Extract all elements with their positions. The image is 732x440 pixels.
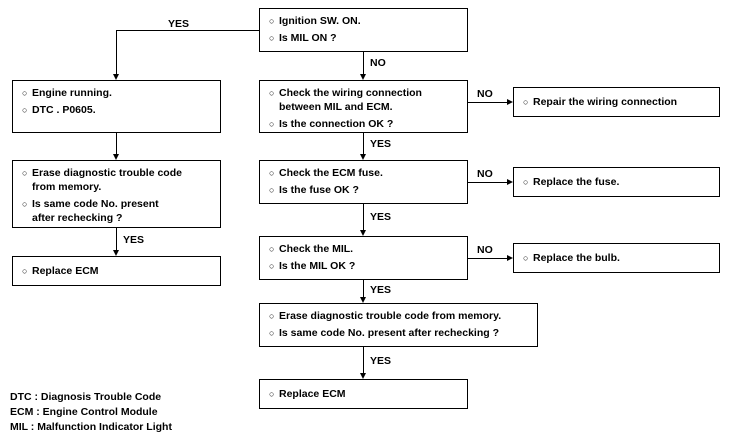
node-erase-dtc-left: [12, 160, 221, 228]
node-line: [269, 100, 460, 114]
legend-item-dtc: DTC : Diagnosis Trouble Code: [10, 391, 162, 403]
node-line: [269, 183, 460, 197]
node-text: Is same code No. present: [32, 198, 159, 210]
node-line: [523, 175, 619, 189]
node-line: [269, 166, 460, 180]
node-text: Engine running.: [32, 87, 112, 99]
label-yes-erase-right: YES: [370, 355, 392, 367]
connector-wiring-yes: [363, 133, 364, 154]
label-yes-wiring: YES: [370, 138, 392, 150]
connector-mil-yes: [363, 280, 364, 297]
bullet-icon: ○: [269, 244, 275, 254]
label-yes-erase-left: YES: [123, 234, 145, 246]
legend-item-ecm: ECM : Engine Control Module: [10, 406, 158, 418]
connector-mil-no: [468, 258, 507, 259]
node-text: Replace the bulb.: [533, 252, 620, 264]
arrowhead-check-wiring: [360, 74, 366, 80]
arrowhead-replace-ecm-left: [113, 250, 119, 256]
arrowhead-erase-dtc-right: [360, 297, 366, 303]
node-text: Replace the fuse.: [533, 176, 620, 188]
bullet-icon: ○: [269, 33, 275, 43]
node-text: DTC . P0605.: [32, 104, 96, 116]
connector-start-yes-v: [116, 30, 117, 74]
node-line: [269, 242, 460, 256]
node-erase-dtc-right: [259, 303, 538, 347]
node-text: Erase diagnostic trouble code: [32, 167, 182, 179]
bullet-icon: ○: [523, 253, 529, 263]
bullet-icon: ○: [22, 88, 28, 98]
arrowhead-repair-wiring: [507, 99, 513, 105]
bullet-icon: ○: [22, 199, 28, 209]
node-text: Is same code No. present after rechecking ?: [279, 327, 499, 339]
node-text: Is the connection OK ?: [279, 118, 394, 130]
bullet-icon: ○: [269, 119, 275, 129]
bullet-icon: ○: [22, 105, 28, 115]
node-line: [22, 264, 99, 278]
label-yes-fuse: YES: [370, 211, 392, 223]
connector-erase-left-yes: [116, 228, 117, 250]
connector-erase-right-yes: [363, 347, 364, 373]
arrowhead-replace-bulb: [507, 255, 513, 261]
bullet-icon: ○: [269, 328, 275, 338]
node-engine-running: [12, 80, 221, 133]
node-text: from memory.: [32, 181, 102, 193]
node-line: [22, 103, 213, 117]
bullet-icon: ○: [269, 185, 275, 195]
node-text: Is MIL ON ?: [279, 32, 337, 44]
connector-fuse-no: [468, 182, 507, 183]
node-line: [22, 166, 213, 180]
node-line: [269, 326, 530, 340]
node-check-fuse: [259, 160, 468, 204]
label-no-wiring: NO: [477, 88, 493, 100]
bullet-icon: ○: [22, 168, 28, 178]
node-text: between MIL and ECM.: [279, 101, 393, 113]
bullet-icon: ○: [22, 266, 28, 276]
node-start: [259, 8, 468, 52]
bullet-icon: ○: [269, 16, 275, 26]
node-replace-ecm-left: [12, 256, 221, 286]
node-text: Is the MIL OK ?: [279, 260, 356, 272]
node-check-mil: [259, 236, 468, 280]
node-line: [269, 387, 346, 401]
node-replace-ecm-right: [259, 379, 468, 409]
label-yes-mil: YES: [370, 284, 392, 296]
node-check-wiring: [259, 80, 468, 133]
connector-fuse-yes: [363, 204, 364, 230]
legend-item-mil: MIL : Malfunction Indicator Light: [10, 421, 172, 433]
connector-start-yes-h: [116, 30, 259, 31]
node-text: Check the MIL.: [279, 243, 354, 255]
connector-wiring-no: [468, 102, 507, 103]
node-repair-wiring: [513, 87, 720, 117]
node-line: [523, 95, 677, 109]
node-text: Ignition SW. ON.: [279, 15, 361, 27]
node-line: [269, 31, 460, 45]
node-text: Check the ECM fuse.: [279, 167, 383, 179]
arrowhead-replace-fuse: [507, 179, 513, 185]
label-no-start: NO: [370, 57, 386, 69]
node-line: [269, 14, 460, 28]
arrowhead-engine-running: [113, 74, 119, 80]
node-text: after rechecking ?: [32, 212, 123, 224]
node-text: Is the fuse OK ?: [279, 184, 359, 196]
node-text: Repair the wiring connection: [533, 96, 678, 108]
label-yes-top-left: YES: [168, 18, 190, 30]
connector-start-no: [363, 52, 364, 74]
legend: [10, 390, 172, 435]
arrowhead-replace-ecm-right: [360, 373, 366, 379]
label-no-fuse: NO: [477, 168, 493, 180]
bullet-icon: ○: [269, 389, 275, 399]
node-line: [269, 86, 460, 100]
bullet-icon: ○: [269, 88, 275, 98]
node-line: [269, 309, 530, 323]
connector-engine-erase: [116, 133, 117, 154]
arrowhead-erase-dtc-left: [113, 154, 119, 160]
node-text: Replace ECM: [279, 388, 346, 400]
bullet-icon: ○: [269, 311, 275, 321]
node-text: Check the wiring connection: [279, 87, 422, 99]
node-line: [269, 117, 460, 131]
arrowhead-check-fuse: [360, 154, 366, 160]
node-line: [22, 197, 213, 211]
node-replace-fuse: [513, 167, 720, 197]
bullet-icon: ○: [523, 177, 529, 187]
bullet-icon: ○: [269, 261, 275, 271]
bullet-icon: ○: [269, 168, 275, 178]
arrowhead-check-mil: [360, 230, 366, 236]
bullet-icon: ○: [523, 97, 529, 107]
node-text: Replace ECM: [32, 265, 99, 277]
node-line: [22, 180, 213, 194]
node-line: [22, 86, 213, 100]
label-no-mil: NO: [477, 244, 493, 256]
node-line: [22, 211, 213, 225]
node-line: [269, 259, 460, 273]
node-replace-bulb: [513, 243, 720, 273]
node-text: Erase diagnostic trouble code from memory.: [279, 310, 502, 322]
node-line: [523, 251, 620, 265]
